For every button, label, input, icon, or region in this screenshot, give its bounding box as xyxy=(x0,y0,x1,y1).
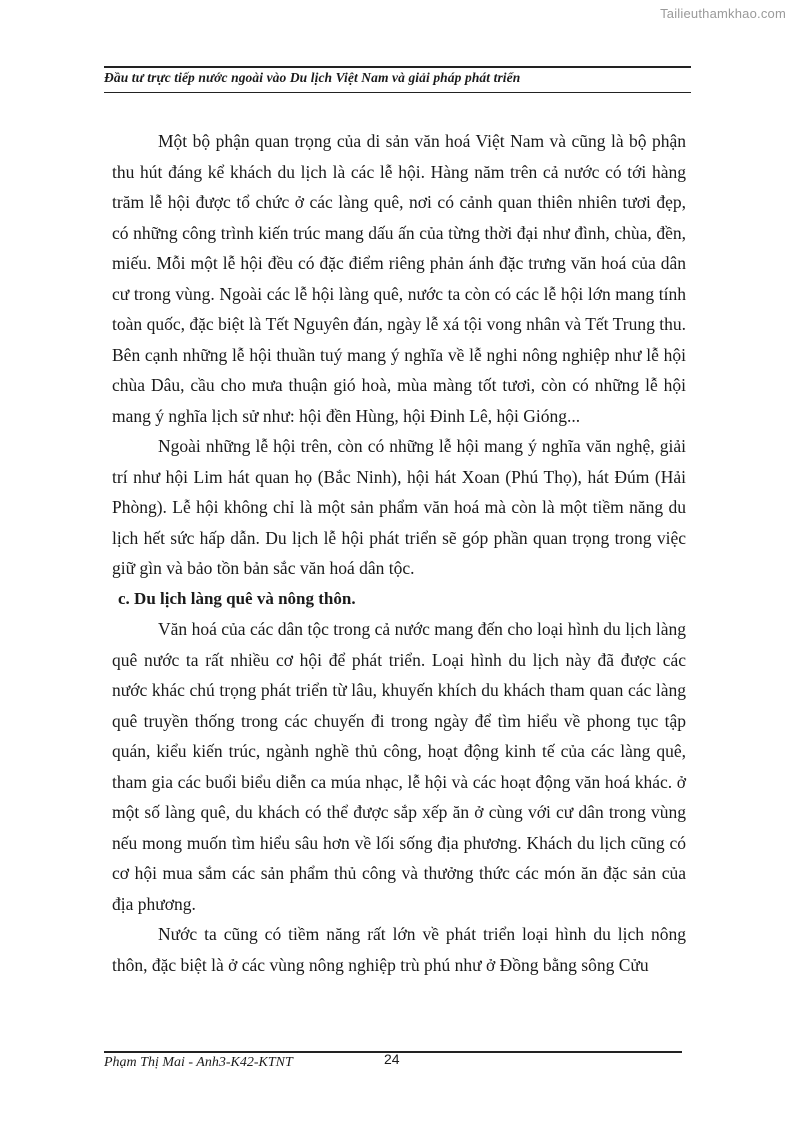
section-heading-rural-tourism: c. Du lịch làng quê và nông thôn. xyxy=(118,588,356,608)
watermark: Tailieuthamkhao.com xyxy=(660,6,786,21)
page-body xyxy=(112,126,686,980)
running-header: Đầu tư trực tiếp nước ngoài vào Du lịch Việt Nam và giải pháp phát triển xyxy=(104,70,521,85)
paragraph-festivals: Một bộ phận quan trọng của di sản văn hoá Việt Nam và cũng là bộ phận thu hút đáng kể khách du lịch là các lễ hội. Hàng năm trên cả nước có tới hàng trăm lễ hội được tổ chức ở các làng quê, nơi có cảnh quan thiên nhiên tươi đẹp, có những công trình kiến trúc mang dấu ấn của từng thời đại như đình, chùa, đền, miếu. Mỗi một lễ hội đều có đặc điểm riêng phản ánh đặc trưng văn hoá của dân cư trong vùng. Ngoài các lễ hội làng quê, nước ta còn có các lễ hội lớn mang tính toàn quốc, đặc biệt là Tết Nguyên đán, ngày lễ xá tội vong nhân và Tết Trung thu. Bên cạnh những lễ hội thuần tuý mang ý nghĩa về lễ nghi nông nghiệp như lễ hội chùa Dâu, cầu cho mưa thuận gió hoà, mùa màng tốt tươi, còn có những lễ hội mang ý nghĩa lịch sử như: hội đền Hùng, hội Đinh Lê, hội Gióng... xyxy=(112,131,686,426)
paragraph-art-festivals: Ngoài những lễ hội trên, còn có những lễ hội mang ý nghĩa văn nghệ, giải trí như hội Lim hát quan họ (Bắc Ninh), hội hát Xoan (Phú Thọ), hát Đúm (Hải Phòng). Lễ hội không chỉ là một sản phẩm văn hoá mà còn là một tiềm năng du lịch hết sức hấp dẫn. Du lịch lễ hội phát triển sẽ góp phần quan trọng trong việc giữ gìn và bảo tồn bản sắc văn hoá dân tộc. xyxy=(112,436,686,578)
paragraph-village-tourism: Văn hoá của các dân tộc trong cả nước mang đến cho loại hình du lịch làng quê nước ta rất nhiều cơ hội để phát triển. Loại hình du lịch này đã được các nước khác chú trọng phát triển từ lâu, khuyến khích du khách tham quan các làng quê truyền thống trong các chuyến đi trong ngày để tìm hiểu về phong tục tập quán, kiểu kiến trúc, ngành nghề thủ công, hoạt động kinh tế của các làng quê, tham gia các buổi biểu diễn ca múa nhạc, lễ hội và các hoạt động văn hoá khác. ở một số làng quê, du khách có thể được sắp xếp ăn ở cùng với cư dân trong vùng nếu mong muốn tìm hiểu sâu hơn về lối sống địa phương. Khách du lịch cũng có cơ hội mua sắm các sản phẩm thủ công và thưởng thức các món ăn đặc sản của địa phương. xyxy=(112,619,686,914)
header-top-rule xyxy=(104,66,691,68)
footer-author: Phạm Thị Mai - Anh3-K42-KTNT xyxy=(104,1055,293,1070)
page-number: 24 xyxy=(384,1051,400,1067)
paragraph-rural-potential: Nước ta cũng có tiềm năng rất lớn về phát triển loại hình du lịch nông thôn, đặc biệt là ở các vùng nông nghiệp trù phú như ở Đồng bằng sông Cửu xyxy=(112,924,686,975)
header-bottom-rule xyxy=(104,92,691,93)
